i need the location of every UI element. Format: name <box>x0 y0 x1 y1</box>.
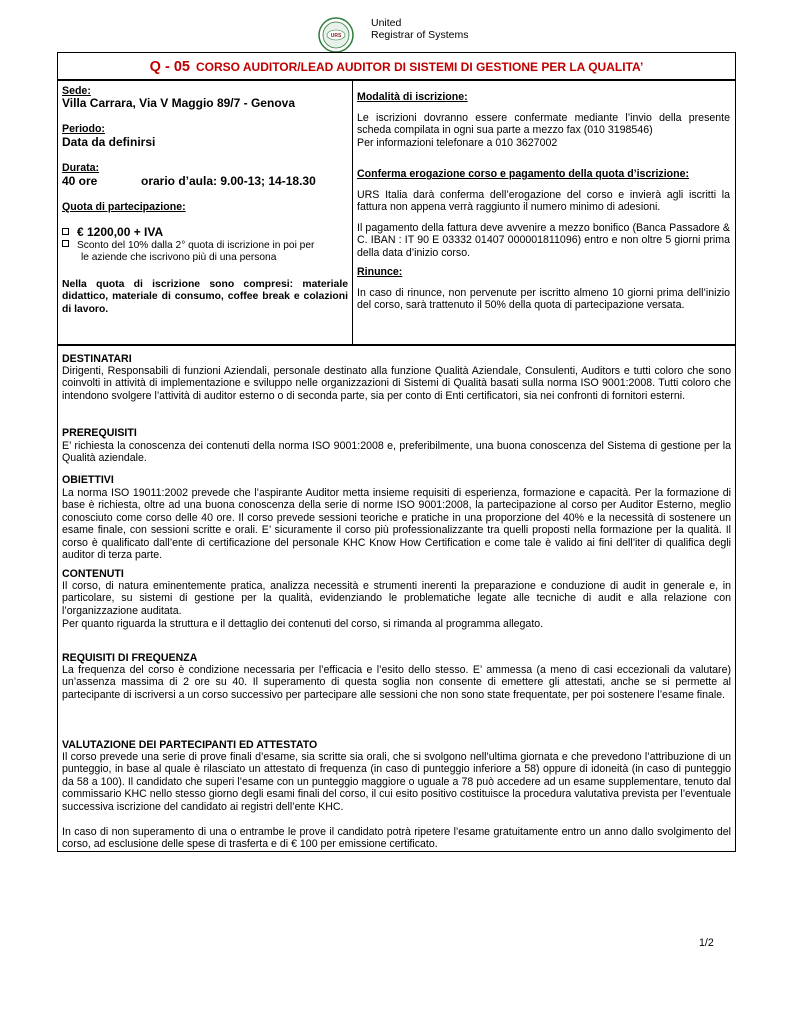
modalita-label: Modalità di iscrizione: <box>357 91 468 103</box>
urs-seal-logo <box>318 17 354 53</box>
price-item <box>62 226 163 238</box>
svg-text:URS: URS <box>330 33 342 39</box>
destinatari-heading: DESTINATARI <box>62 353 132 365</box>
contenuti-heading: CONTENUTI <box>62 568 124 580</box>
discount-item <box>62 240 314 252</box>
checkbox-icon <box>62 228 69 235</box>
discount-line-1: Sconto del 10% dalla 2° quota di iscrizione in poi per <box>77 240 315 251</box>
contenuti-text-2: Per quanto riguarda la struttura e il dettaglio dei contenuti del corso, si rimanda al programma allegato. <box>62 618 544 630</box>
rinunce-text: In caso di rinunce, non pervenute per iscritto almeno 10 giorni prima dell’inizio del corso, sarà trattenuto il 50% della quota di partecipazione versata. <box>357 287 730 312</box>
frequenza-text: La frequenza del corso è condizione necessaria per l’efficacia e l’esito dello stesso. E’ ammessa (a meno di casi eccezionali da valutare) un’assenza massima di 2 ore su 40. Il superamento di questa soglia non consente di emettere gli attestati, anche se si permette al partecipante di iscriversi a un corso successivo per partecipare alle sessioni che non sono state frequentate, per poi sostenere l’esame finale. <box>62 664 731 701</box>
modalita-text-2: Per informazioni telefonare a 010 3627002 <box>357 137 558 149</box>
prerequisiti-text: E’ richiesta la conoscenza dei contenuti della norma ISO 9001:2008 e, preferibilmente, una buona conoscenza del Sistema di gestione per la Qualità aziendale. <box>62 440 731 465</box>
brand-line-1: United <box>371 17 402 29</box>
discount-line-2: le aziende che iscrivono più di una persona <box>81 252 277 263</box>
frequenza-heading: REQUISITI DI FREQUENZA <box>62 652 198 664</box>
conferma-label: Conferma erogazione corso e pagamento della quota d’iscrizione: <box>357 168 690 180</box>
conferma-text-1: URS Italia darà conferma dell’erogazione del corso e invierà agli iscritti la fattura non appena verrà raggiunto il numero minimo di adesioni. <box>357 189 730 214</box>
prerequisiti-heading: PREREQUISITI <box>62 427 137 439</box>
course-code: Q - 05 <box>149 59 190 75</box>
title-box <box>57 52 736 80</box>
page-title <box>150 60 644 74</box>
brand-line-2: Registrar of Systems <box>371 29 469 41</box>
periodo-label: Periodo: <box>62 123 105 135</box>
periodo-value: Data da definirsi <box>62 135 156 149</box>
price-value: € 1200,00 + IVA <box>77 225 164 239</box>
obiettivi-text: La norma ISO 19011:2002 prevede che l’aspirante Auditor metta insieme requisiti di esperienza, formazione e capacità. Per la formazione di base è richiesta, oltre ad una buona conoscenza della serie di norme ISO 9001:2008, la partecipazione al corso per Auditor Esterno, meglio conosciuto come corso delle 40 ore. Il corso prevede sessioni teoriche e pratiche in una proporzione del 40% e la necessità di sostenere un esame finale, con sessioni scritte e orali. E’ sicuramente il corso più professionalizzante tra quelli proposti nella formazione per la qualità. Il corso è qualificato dall’ente di certificazione del personale KHC Know How Certification e come tale è valido ai fini dell’iter di qualifica degli auditor di terza parte. <box>62 487 731 562</box>
brand-name <box>371 17 468 41</box>
quota-label: Quota di partecipazione: <box>62 201 186 213</box>
course-title: CORSO AUDITOR/LEAD AUDITOR DI SISTEMI DI GESTIONE PER LA QUALITA’ <box>195 60 644 74</box>
modalita-text-1: Le iscrizioni dovranno essere confermate mediante l’invio della presente scheda compilata in ogni sua parte a mezzo fax (010 3198546) <box>357 112 730 137</box>
valutazione-text-1: Il corso prevede una serie di prove finali d’esame, sia scritte sia orali, che si svolgono nell’ultima giornata e che prevedono l’attribuzione di un punteggio, in base al quale è rilasciato un attestato di frequenza (in caso di punteggio inferiore a 58) oppure di idoneità (in caso di punteggio da 58 a 100). Il candidato che superi l’esame con un punteggio maggiore o uguale a 78 può accedere ad un esame supplementare, tenuto dal commissario KHC nello stesso giorno degli esami finali del corso, il cui esito positivo costituisce la procedura valutativa prevista per l’eventuale successiva iscrizione del candidato ai registri dell’ente KHC. <box>62 751 731 813</box>
durata-label: Durata: <box>62 162 100 174</box>
rinunce-label: Rinunce: <box>357 266 403 278</box>
valutazione-text-2: In caso di non superamento di una o entrambe le prove il candidato potrà ripetere l’esame gratuitamente entro un anno dallo svolgimento del corso, ad esclusione delle spese di trasferta e di € 100 per emissione certificato. <box>62 826 731 851</box>
durata-orario: orario d’aula: 9.00-13; 14-18.30 <box>141 174 316 188</box>
contenuti-text-1: Il corso, di natura eminentemente pratica, analizza necessità e strumenti inerenti la preparazione e conduzione di audit in generale e, in particolare, su sistemi di gestione per la qualità, evidenziando le problematiche legate alle tecniche di audit e alla relazione con l’organizzazione auditata. <box>62 580 731 617</box>
sede-value: Villa Carrara, Via V Maggio 89/7 - Genova <box>62 96 295 110</box>
destinatari-text: Dirigenti, Responsabili di funzioni Aziendali, personale destinato alla funzione Qualità Aziendale, Consulenti, Auditors e tutti coloro che sono coinvolti in attività di implementazione e sviluppo nelle organizzazioni di Sistemi di Qualità basati sulla norma ISO 9001:2008. Tutti coloro che intendono svolgere l’attività di auditor esterno o di seconda parte, sia per conto di Enti certificatori, sia nei confronti di fornitori esterni. <box>62 365 731 402</box>
durata-ore: 40 ore <box>62 174 98 188</box>
conferma-text-2: Il pagamento della fattura deve avvenire a mezzo bonifico (Banca Passadore & C. IBAN : IT 90 E 03332 01407 000001811096) entro e non oltre 5 giorni prima della data d’inizio corso. <box>357 222 730 259</box>
included-note: Nella quota di iscrizione sono compresi: materiale didattico, materiale di consumo, coffee break e colazioni di lavoro. <box>62 279 348 315</box>
obiettivi-heading: OBIETTIVI <box>62 474 114 486</box>
page-number: 1/2 <box>699 937 714 949</box>
checkbox-icon <box>62 240 69 247</box>
sede-label: Sede: <box>62 85 91 97</box>
valutazione-heading: VALUTAZIONE DEI PARTECIPANTI ED ATTESTATO <box>62 739 318 751</box>
